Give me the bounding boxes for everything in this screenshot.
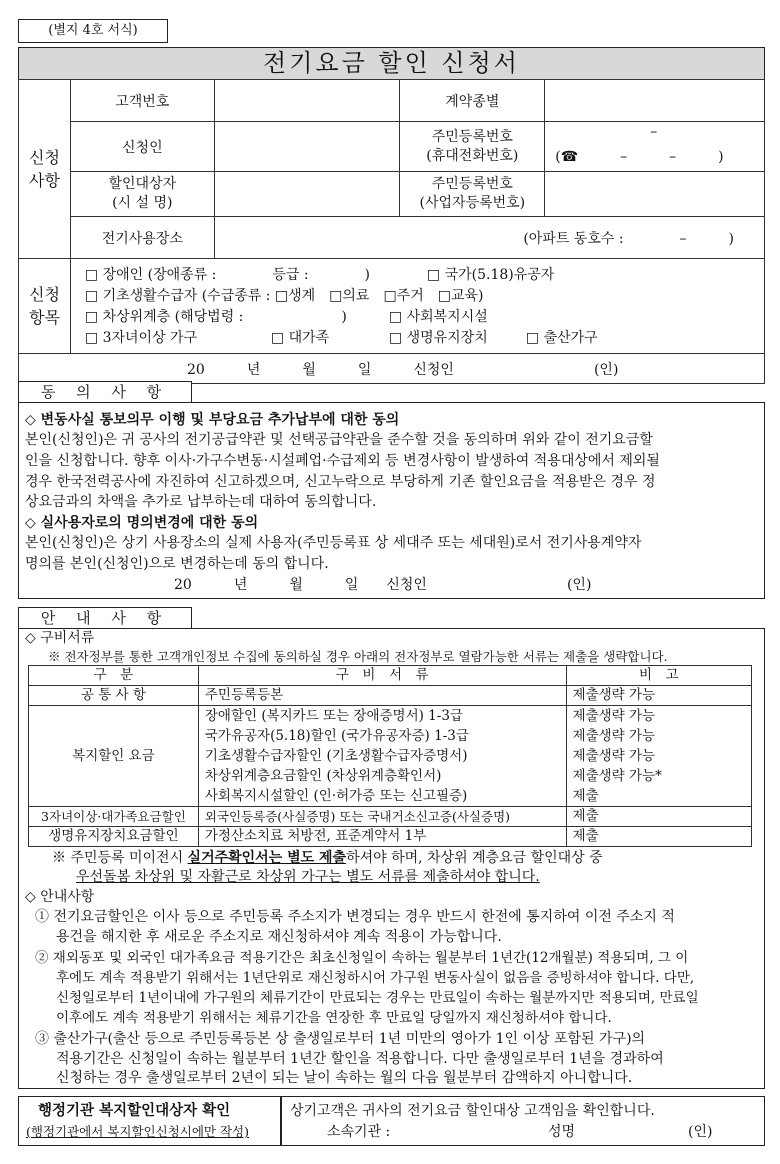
row-note: 제출생략 가능 <box>572 728 656 744</box>
admin-agency-label: 소속기관 : <box>327 1124 391 1140</box>
row-category: 생명유지장치요금할인 <box>29 827 199 847</box>
header-category: 구 분 <box>29 666 199 686</box>
warning-post: 하셔야 하며, 차상위 계층요금 할인대상 중 <box>346 850 603 866</box>
consent-label: 동 의 사 항 <box>18 381 192 403</box>
row-doc: 차상위계층요금할인 (차상위계층확인서) <box>204 768 442 784</box>
row-category: 3자녀이상·대가족요금할인 <box>29 807 199 827</box>
consent-date-line: 20 년 월 일 신청인 (인) <box>174 577 592 593</box>
admin-title: 행정기관 복지할인대상자 확인 <box>38 1102 231 1119</box>
guide-label: 안 내 사 항 <box>18 607 192 629</box>
row-note: 제출 <box>566 827 751 847</box>
page-title: 전기요금 할인 신청서 <box>18 47 765 80</box>
admin-divider <box>280 1096 282 1146</box>
applicant-label: 신청인 <box>70 122 214 172</box>
application-table <box>18 79 765 384</box>
resident-phone-field[interactable] <box>545 122 765 172</box>
target-field[interactable] <box>214 172 400 217</box>
resident-dash: – <box>650 124 658 140</box>
header-docs: 구 비 서 류 <box>198 666 566 686</box>
notice-heading: ◇ 안내사항 <box>25 889 95 905</box>
table-row <box>29 807 752 827</box>
consent-para-1-line-4: 상요금과의 차액을 추가로 납부하는데 대하여 동의합니다. <box>25 494 377 510</box>
checkbox-veteran[interactable]: □ 국가(5.18)유공자 <box>426 267 555 283</box>
consent-para-1-line-2: 인을 신청합니다. 향후 이사·가구수변동·시설폐업·수급제외 등 변경사항이 발생하여 적용대상에서 제외될 <box>25 453 660 469</box>
applicant-field[interactable] <box>214 122 400 172</box>
consent-para-1-line-3: 경우 한국전력공사에 자진하여 신고하겠으며, 신고누락으로 부당하게 기존 할인요금을 적용받은 경우 정 <box>25 474 656 490</box>
checkbox-childbirth[interactable]: □ 출산가구 <box>525 330 598 346</box>
row-note: 제출생략 가능 <box>566 686 751 706</box>
application-date-line: 20 년 월 일 신청인 (인) <box>19 354 765 384</box>
form-number: (별지 4호 서식) <box>18 19 168 43</box>
row-category: 복지할인 요금 <box>29 706 199 807</box>
row-notes <box>566 706 751 807</box>
warning-line-2: 우선돌봄 차상위 및 자활근로 차상위 가구는 별도 서류를 제출하셔야 합니다. <box>76 869 540 885</box>
table-row <box>29 827 752 847</box>
consent-para-2-line-2: 명의를 본인(신청인)으로 변경하는데 동의 합니다. <box>25 556 329 572</box>
usage-place-field[interactable]: (아파트 동호수 : – ) <box>214 217 764 259</box>
consent-para-2-line-1: 본인(신청인)은 상기 사용장소의 실제 사용자(주민등록표 상 세대주 또는 세대원)로서 전기사용계약자 <box>25 535 642 551</box>
notice-1-line-1: ① 전기요금할인은 이사 등으로 주민등록 주소지가 변경되는 경우 반드시 한전에 통지하여 이전 주소지 적 <box>35 909 675 925</box>
notice-2-line-4: 이후에도 계속 적용받기 위해서는 체류기간을 연장한 후 만료일 당일까지 재신청하셔야 합니다. <box>56 1010 612 1026</box>
items-cell <box>70 259 764 354</box>
row-category: 공 통 사 항 <box>29 686 199 706</box>
row-doc: 외국인등록증(사실증명) 또는 국내거소신고증(사실증명) <box>198 807 566 827</box>
checkbox-welfare-facility[interactable]: □ 사회복지시설 <box>388 309 488 325</box>
resident-biz-field[interactable] <box>545 172 765 217</box>
warning-pre: ※ 주민등록 미이전시 <box>52 850 188 866</box>
row-doc: 장애할인 (복지카드 또는 장애증명서) 1-3급 <box>204 708 463 724</box>
contract-type-field[interactable] <box>545 80 765 122</box>
phone-field: (☎ – – ) <box>555 149 724 165</box>
notice-1-line-2: 용건을 해지한 후 새로운 주소지로 재신청하셔야 계속 적용이 가능합니다. <box>56 929 502 945</box>
contract-type-label: 계약종별 <box>400 80 545 122</box>
row-doc: 가정산소치료 처방전, 표준계약서 1부 <box>198 827 566 847</box>
documents-table <box>28 665 752 847</box>
customer-no-field[interactable] <box>214 80 400 122</box>
docs-note: ※ 전자정부를 통한 고객개인정보 수집에 동의하실 경우 아래의 전자정부로 열람가능한 서류는 제출을 생략합니다. <box>48 649 668 664</box>
consent-heading-1: ◇ 변동사실 통보의무 이행 및 부당요금 추가납부에 대한 동의 <box>25 412 400 428</box>
consent-heading-2: ◇ 실사용자로의 명의변경에 대한 동의 <box>25 515 259 531</box>
warning-line-1 <box>52 848 603 868</box>
row-doc: 기초생활수급자할인 (기초생활수급자증명서) <box>204 748 468 764</box>
section-application-label: 신청 사항 <box>19 80 71 259</box>
usage-place-label: 전기사용장소 <box>70 217 214 259</box>
row-doc: 국가유공자(5.18)할인 (국가유공자증) 1-3급 <box>204 728 469 744</box>
admin-seal: (인) <box>688 1124 713 1140</box>
consent-para-1-line-1: 본인(신청인)은 귀 공사의 전기공급약관 및 선택공급약관을 준수할 것을 동의하며 위와 같이 전기요금할 <box>25 432 653 448</box>
table-row <box>29 706 752 807</box>
resident-no-label: 주민등록번호 (휴대전화번호) <box>400 122 545 172</box>
row-doc: 주민등록등본 <box>198 686 566 706</box>
section-items-label: 신청 항목 <box>19 259 71 354</box>
customer-no-label: 고객번호 <box>70 80 214 122</box>
notice-2-line-1: ② 재외동포 및 외국인 대가족요금 적용기간은 최초신청일이 속하는 월분부터 1년간(12개월분) 적용되며, 그 이 <box>35 950 689 966</box>
row-note: 제출생략 가능 <box>572 748 656 764</box>
notice-3-line-2: 적용기간은 신청일이 속하는 월분부터 1년간 할인을 적용합니다. 다만 출생일로부터 1년을 경과하여 <box>56 1051 664 1067</box>
warning-bold: 실거주확인서는 별도 제출 <box>187 850 347 866</box>
checkbox-large-family[interactable]: □ 대가족 <box>270 330 330 346</box>
checkbox-life-support[interactable]: □ 생명유지장치 <box>388 330 488 346</box>
row-note: 제출생략 가능 <box>572 708 656 724</box>
notice-2-line-2: 후에도 계속 적용받기 위해서는 1년단위로 재신청하시어 가구원 변동사실이 없음을 증빙하셔야 합니다. 다만, <box>56 970 695 986</box>
checkbox-basic-livelihood[interactable]: □ 기초생활수급자 (수급종류 : □생계 □의료 □주거 □교육) <box>84 288 484 304</box>
target-label: 할인대상자 (시 설 명) <box>70 172 214 217</box>
row-note: 제출 <box>572 788 599 804</box>
admin-subtitle: (행정기관에서 복지할인신청시에만 작성) <box>26 1124 249 1139</box>
checkbox-disabled[interactable]: □ 장애인 (장애종류 : 등급 : ) <box>84 267 371 283</box>
resident-biz-label: 주민등록번호 (사업자등록번호) <box>400 172 545 217</box>
header-notes: 비 고 <box>566 666 751 686</box>
admin-name-label: 성명 <box>548 1124 576 1140</box>
docs-heading: ◇ 구비서류 <box>25 630 95 646</box>
notice-3-line-3: 신청하는 경우 출생일로부터 2년이 되는 날이 속하는 월의 다음 월분부터 감액하지 아니합니다. <box>56 1070 633 1086</box>
row-note: 제출생략 가능* <box>572 768 662 784</box>
checkbox-near-poverty[interactable]: □ 차상위계층 (해당법령 : ) <box>84 309 347 325</box>
row-docs <box>198 706 566 807</box>
checkbox-three-children[interactable]: □ 3자녀이상 가구 <box>84 330 198 346</box>
notice-3-line-1: ③ 출산가구(출산 등으로 주민등록등본 상 출생일로부터 1년 미만의 영아가 1인 이상 포함된 가구)의 <box>35 1031 646 1047</box>
notice-2-line-3: 신청일로부터 1년이내에 가구원의 체류기간이 만료되는 경우는 만료일이 속하는 월분까지만 적용되며, 만료일 <box>56 990 699 1006</box>
row-doc: 사회복지시설할인 (인·허가증 또는 신고필증) <box>204 788 468 804</box>
admin-confirm-text: 상기고객은 귀사의 전기요금 할인대상 고객임을 확인합니다. <box>290 1103 655 1119</box>
row-note: 제출 <box>566 807 751 827</box>
table-row <box>29 686 752 706</box>
